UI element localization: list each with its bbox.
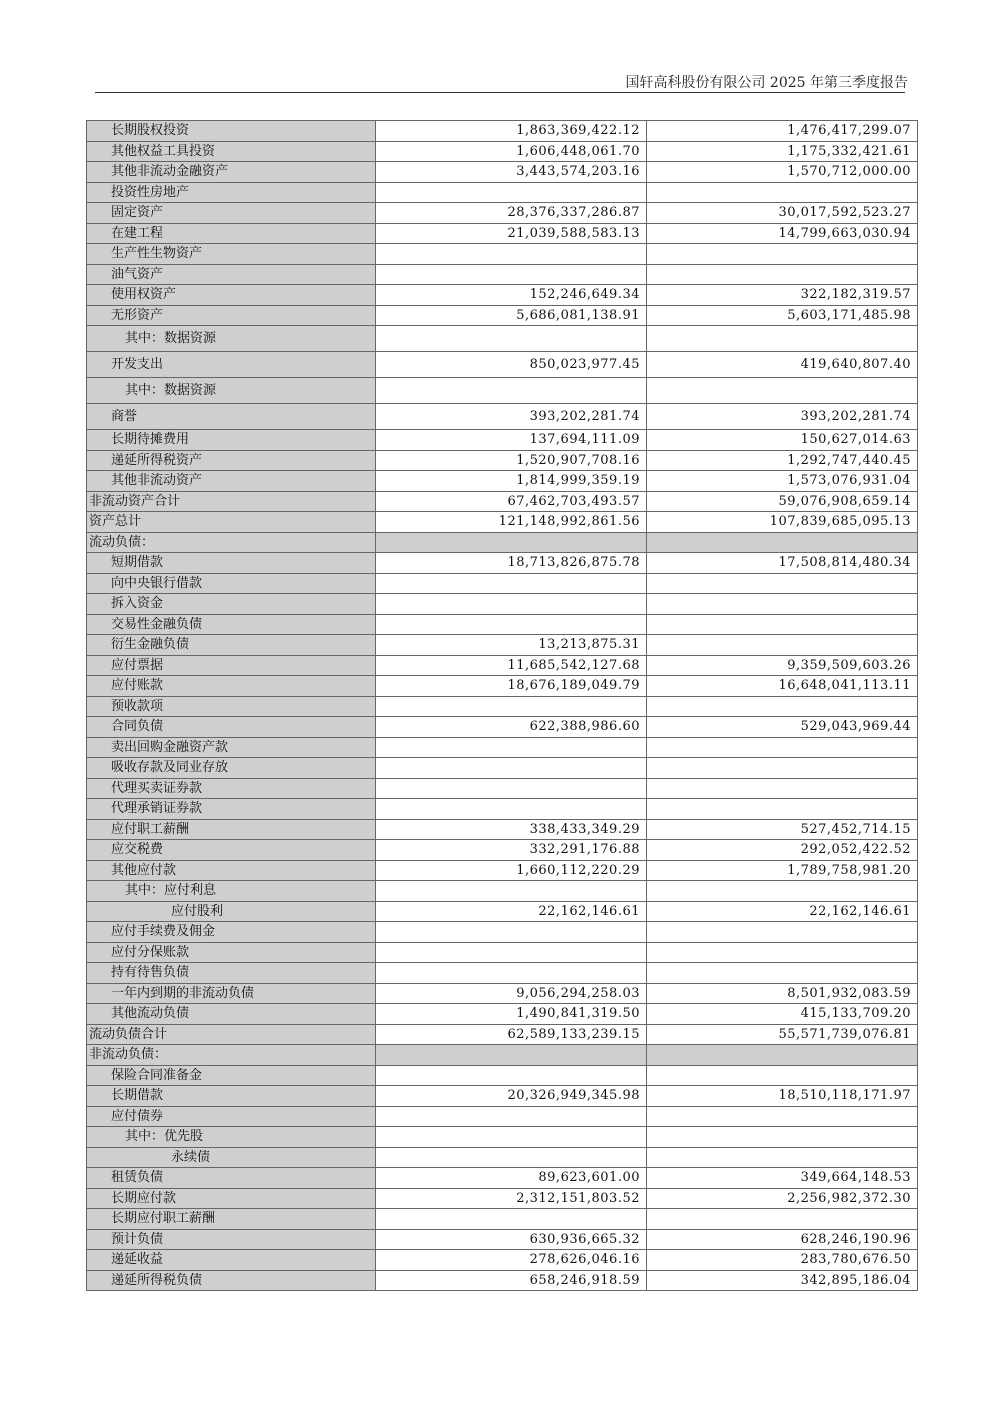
row-label: 其中：优先股: [87, 1127, 376, 1148]
current-period-value: [376, 881, 647, 902]
current-period-value: 21,039,588,583.13: [376, 223, 647, 244]
current-period-value: 630,936,665.32: [376, 1229, 647, 1250]
balance-sheet-body: [87, 121, 918, 1291]
prior-period-value: [647, 1106, 918, 1127]
row-label: 持有待售负债: [87, 963, 376, 984]
prior-period-value: 59,076,908,659.14: [647, 491, 918, 512]
current-period-value: 1,490,841,319.50: [376, 1004, 647, 1025]
current-period-value: 2,312,151,803.52: [376, 1188, 647, 1209]
table-row: [87, 378, 918, 404]
current-period-value: 18,713,826,875.78: [376, 553, 647, 574]
table-row: [87, 696, 918, 717]
row-label: 其他非流动资产: [87, 471, 376, 492]
prior-period-value: [647, 1045, 918, 1066]
row-label: 应付分保账款: [87, 942, 376, 963]
row-label: 一年内到期的非流动负债: [87, 983, 376, 1004]
row-label: 其他流动负债: [87, 1004, 376, 1025]
prior-period-value: 1,570,712,000.00: [647, 162, 918, 183]
row-label: 应交税费: [87, 840, 376, 861]
report-header: 国轩高科股份有限公司 2025 年第三季度报告: [625, 75, 908, 91]
prior-period-value: [647, 594, 918, 615]
current-period-value: [376, 532, 647, 553]
prior-period-value: 393,202,281.74: [647, 404, 918, 430]
row-label: 永续债: [87, 1147, 376, 1168]
table-row: [87, 285, 918, 306]
prior-period-value: [647, 326, 918, 352]
table-row: [87, 305, 918, 326]
row-label: 非流动资产合计: [87, 491, 376, 512]
row-label: 长期应付款: [87, 1188, 376, 1209]
prior-period-value: 628,246,190.96: [647, 1229, 918, 1250]
table-row: [87, 1127, 918, 1148]
row-label: 在建工程: [87, 223, 376, 244]
prior-period-value: [647, 635, 918, 656]
current-period-value: [376, 1147, 647, 1168]
table-row: [87, 1229, 918, 1250]
prior-period-value: [647, 737, 918, 758]
current-period-value: 1,863,369,422.12: [376, 121, 647, 142]
prior-period-value: 22,162,146.61: [647, 901, 918, 922]
current-period-value: [376, 1209, 647, 1230]
table-row: [87, 819, 918, 840]
row-label: 递延所得税负债: [87, 1270, 376, 1291]
current-period-value: [376, 778, 647, 799]
table-row: [87, 840, 918, 861]
row-label: 非流动负债：: [87, 1045, 376, 1066]
current-period-value: 278,626,046.16: [376, 1250, 647, 1271]
row-label: 长期待摊费用: [87, 430, 376, 451]
table-row: [87, 655, 918, 676]
prior-period-value: 107,839,685,095.13: [647, 512, 918, 533]
table-row: [87, 881, 918, 902]
balance-sheet-table: [86, 120, 918, 1291]
row-label: 代理承销证券款: [87, 799, 376, 820]
current-period-value: [376, 264, 647, 285]
prior-period-value: [647, 799, 918, 820]
table-row: [87, 1147, 918, 1168]
row-label: 开发支出: [87, 352, 376, 378]
row-label: 应付股利: [87, 901, 376, 922]
row-label: 应付手续费及佣金: [87, 922, 376, 943]
current-period-value: 332,291,176.88: [376, 840, 647, 861]
table-row: [87, 491, 918, 512]
row-label: 合同负债: [87, 717, 376, 738]
prior-period-value: 292,052,422.52: [647, 840, 918, 861]
table-row: [87, 553, 918, 574]
row-label: 短期借款: [87, 553, 376, 574]
prior-period-value: 349,664,148.53: [647, 1168, 918, 1189]
prior-period-value: [647, 778, 918, 799]
table-row: [87, 326, 918, 352]
row-label: 无形资产: [87, 305, 376, 326]
row-label: 其他非流动金融资产: [87, 162, 376, 183]
prior-period-value: [647, 696, 918, 717]
row-label: 其中：应付利息: [87, 881, 376, 902]
row-label: 租赁负债: [87, 1168, 376, 1189]
table-row: [87, 922, 918, 943]
prior-period-value: 342,895,186.04: [647, 1270, 918, 1291]
current-period-value: [376, 758, 647, 779]
table-row: [87, 244, 918, 265]
table-row: [87, 532, 918, 553]
current-period-value: 89,623,601.00: [376, 1168, 647, 1189]
table-row: [87, 1024, 918, 1045]
current-period-value: [376, 182, 647, 203]
row-label: 其他应付款: [87, 860, 376, 881]
row-label: 商誉: [87, 404, 376, 430]
table-row: [87, 352, 918, 378]
current-period-value: 121,148,992,861.56: [376, 512, 647, 533]
row-label: 长期股权投资: [87, 121, 376, 142]
prior-period-value: 2,256,982,372.30: [647, 1188, 918, 1209]
table-row: [87, 1086, 918, 1107]
table-row: [87, 614, 918, 635]
row-label: 交易性金融负债: [87, 614, 376, 635]
row-label: 代理买卖证券款: [87, 778, 376, 799]
prior-period-value: [647, 1147, 918, 1168]
prior-period-value: 322,182,319.57: [647, 285, 918, 306]
prior-period-value: 16,648,041,113.11: [647, 676, 918, 697]
row-label: 长期应付职工薪酬: [87, 1209, 376, 1230]
current-period-value: 338,433,349.29: [376, 819, 647, 840]
prior-period-value: [647, 922, 918, 943]
current-period-value: 9,056,294,258.03: [376, 983, 647, 1004]
prior-period-value: 1,476,417,299.07: [647, 121, 918, 142]
row-label: 投资性房地产: [87, 182, 376, 203]
table-row: [87, 1004, 918, 1025]
row-label: 递延收益: [87, 1250, 376, 1271]
row-label: 应付职工薪酬: [87, 819, 376, 840]
prior-period-value: [647, 1065, 918, 1086]
prior-period-value: [647, 532, 918, 553]
table-row: [87, 676, 918, 697]
row-label: 递延所得税资产: [87, 450, 376, 471]
row-label: 其中：数据资源: [87, 326, 376, 352]
row-label: 长期借款: [87, 1086, 376, 1107]
current-period-value: 3,443,574,203.16: [376, 162, 647, 183]
row-label: 固定资产: [87, 203, 376, 224]
row-label: 其中：数据资源: [87, 378, 376, 404]
row-label: 流动负债合计: [87, 1024, 376, 1045]
prior-period-value: [647, 881, 918, 902]
prior-period-value: [647, 264, 918, 285]
current-period-value: [376, 326, 647, 352]
current-period-value: [376, 963, 647, 984]
current-period-value: 622,388,986.60: [376, 717, 647, 738]
table-row: [87, 512, 918, 533]
row-label: 应付债券: [87, 1106, 376, 1127]
current-period-value: 152,246,649.34: [376, 285, 647, 306]
prior-period-value: 1,573,076,931.04: [647, 471, 918, 492]
prior-period-value: 8,501,932,083.59: [647, 983, 918, 1004]
table-row: [87, 1168, 918, 1189]
table-row: [87, 264, 918, 285]
current-period-value: 1,606,448,061.70: [376, 141, 647, 162]
table-row: [87, 404, 918, 430]
current-period-value: [376, 1127, 647, 1148]
prior-period-value: 30,017,592,523.27: [647, 203, 918, 224]
table-row: [87, 758, 918, 779]
current-period-value: [376, 737, 647, 758]
table-row: [87, 141, 918, 162]
row-label: 使用权资产: [87, 285, 376, 306]
current-period-value: [376, 244, 647, 265]
current-period-value: [376, 1065, 647, 1086]
row-label: 衍生金融负债: [87, 635, 376, 656]
current-period-value: 1,814,999,359.19: [376, 471, 647, 492]
table-row: [87, 1045, 918, 1066]
prior-period-value: 527,452,714.15: [647, 819, 918, 840]
row-label: 保险合同准备金: [87, 1065, 376, 1086]
table-row: [87, 860, 918, 881]
current-period-value: 28,376,337,286.87: [376, 203, 647, 224]
table-row: [87, 182, 918, 203]
prior-period-value: 18,510,118,171.97: [647, 1086, 918, 1107]
table-row: [87, 1270, 918, 1291]
prior-period-value: 529,043,969.44: [647, 717, 918, 738]
prior-period-value: [647, 573, 918, 594]
table-row: [87, 223, 918, 244]
row-label: 向中央银行借款: [87, 573, 376, 594]
current-period-value: 20,326,949,345.98: [376, 1086, 647, 1107]
table-row: [87, 737, 918, 758]
prior-period-value: [647, 182, 918, 203]
prior-period-value: 9,359,509,603.26: [647, 655, 918, 676]
prior-period-value: 14,799,663,030.94: [647, 223, 918, 244]
current-period-value: 5,686,081,138.91: [376, 305, 647, 326]
current-period-value: 67,462,703,493.57: [376, 491, 647, 512]
row-label: 油气资产: [87, 264, 376, 285]
row-label: 其他权益工具投资: [87, 141, 376, 162]
prior-period-value: [647, 963, 918, 984]
table-row: [87, 1209, 918, 1230]
table-row: [87, 942, 918, 963]
row-label: 流动负债：: [87, 532, 376, 553]
prior-period-value: [647, 614, 918, 635]
current-period-value: [376, 942, 647, 963]
table-row: [87, 1106, 918, 1127]
current-period-value: [376, 378, 647, 404]
row-label: 预计负债: [87, 1229, 376, 1250]
table-row: [87, 799, 918, 820]
header-rule: [95, 92, 905, 93]
table-row: [87, 162, 918, 183]
prior-period-value: 55,571,739,076.81: [647, 1024, 918, 1045]
current-period-value: 11,685,542,127.68: [376, 655, 647, 676]
current-period-value: 18,676,189,049.79: [376, 676, 647, 697]
current-period-value: 137,694,111.09: [376, 430, 647, 451]
current-period-value: 1,520,907,708.16: [376, 450, 647, 471]
table-row: [87, 121, 918, 142]
row-label: 卖出回购金融资产款: [87, 737, 376, 758]
table-row: [87, 635, 918, 656]
prior-period-value: 1,292,747,440.45: [647, 450, 918, 471]
prior-period-value: 419,640,807.40: [647, 352, 918, 378]
current-period-value: [376, 1045, 647, 1066]
current-period-value: 1,660,112,220.29: [376, 860, 647, 881]
table-row: [87, 1065, 918, 1086]
prior-period-value: 5,603,171,485.98: [647, 305, 918, 326]
row-label: 吸收存款及同业存放: [87, 758, 376, 779]
table-row: [87, 594, 918, 615]
table-row: [87, 778, 918, 799]
table-row: [87, 450, 918, 471]
prior-period-value: [647, 1209, 918, 1230]
table-row: [87, 983, 918, 1004]
prior-period-value: 17,508,814,480.34: [647, 553, 918, 574]
prior-period-value: 150,627,014.63: [647, 430, 918, 451]
table-row: [87, 901, 918, 922]
prior-period-value: [647, 1127, 918, 1148]
table-row: [87, 203, 918, 224]
current-period-value: [376, 922, 647, 943]
table-row: [87, 717, 918, 738]
prior-period-value: 1,175,332,421.61: [647, 141, 918, 162]
prior-period-value: [647, 942, 918, 963]
current-period-value: 658,246,918.59: [376, 1270, 647, 1291]
current-period-value: 393,202,281.74: [376, 404, 647, 430]
current-period-value: [376, 696, 647, 717]
current-period-value: 62,589,133,239.15: [376, 1024, 647, 1045]
prior-period-value: [647, 244, 918, 265]
current-period-value: [376, 614, 647, 635]
table-row: [87, 963, 918, 984]
current-period-value: [376, 594, 647, 615]
row-label: 资产总计: [87, 512, 376, 533]
table-row: [87, 1188, 918, 1209]
table-row: [87, 573, 918, 594]
table-row: [87, 430, 918, 451]
current-period-value: [376, 799, 647, 820]
current-period-value: 13,213,875.31: [376, 635, 647, 656]
current-period-value: 22,162,146.61: [376, 901, 647, 922]
row-label: 应付票据: [87, 655, 376, 676]
current-period-value: [376, 1106, 647, 1127]
row-label: 预收款项: [87, 696, 376, 717]
prior-period-value: 415,133,709.20: [647, 1004, 918, 1025]
prior-period-value: [647, 378, 918, 404]
prior-period-value: 283,780,676.50: [647, 1250, 918, 1271]
current-period-value: 850,023,977.45: [376, 352, 647, 378]
current-period-value: [376, 573, 647, 594]
prior-period-value: [647, 758, 918, 779]
table-row: [87, 471, 918, 492]
prior-period-value: 1,789,758,981.20: [647, 860, 918, 881]
row-label: 生产性生物资产: [87, 244, 376, 265]
row-label: 应付账款: [87, 676, 376, 697]
table-row: [87, 1250, 918, 1271]
row-label: 拆入资金: [87, 594, 376, 615]
